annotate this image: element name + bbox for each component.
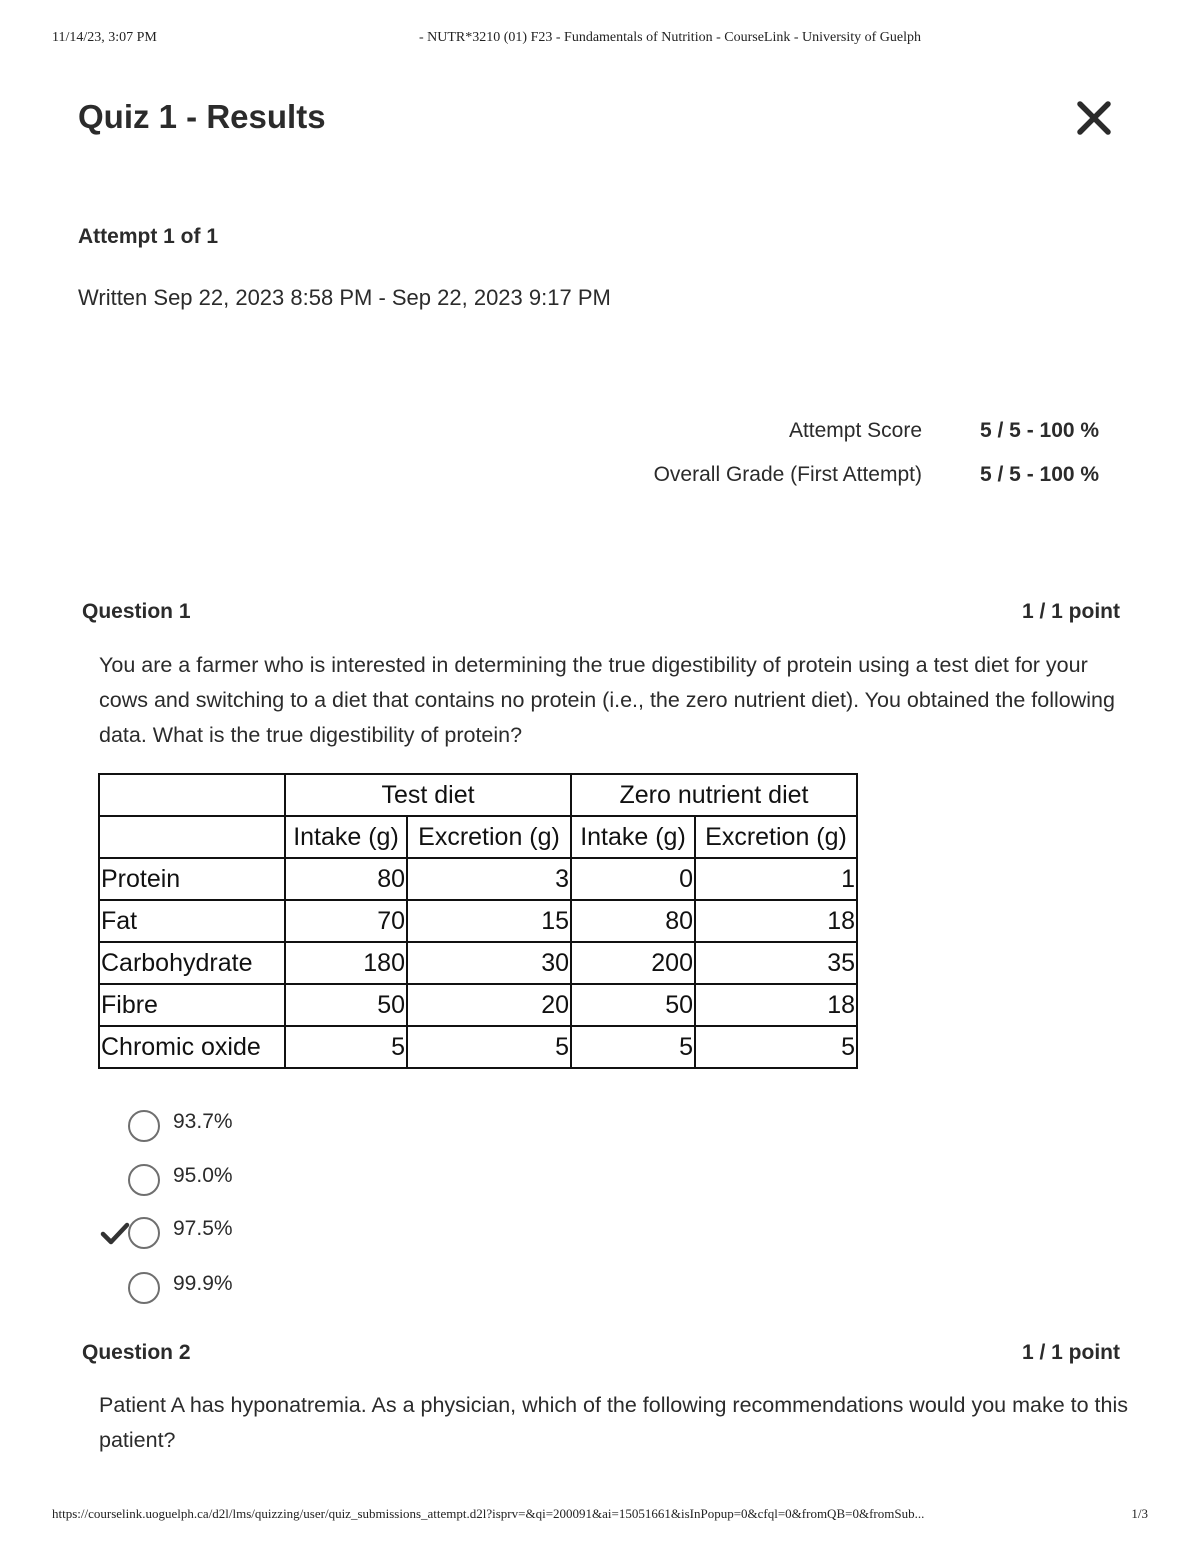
table-cell: 70 [285,900,407,942]
table-subheader-row [99,816,857,858]
table-cell: 50 [571,984,695,1026]
table-cell: 35 [695,942,857,984]
table-cell: 0 [571,858,695,900]
table-column-header: Excretion (g) [695,816,857,858]
table-group-header: Zero nutrient diet [571,774,857,816]
digestibility-data-table [98,773,858,1069]
question-text: You are a farmer who is interested in determining the true digestibility of protein using a test diet for your cows and switching to a diet that contains no protein (i.e., the zero nutrient diet). You obtained the following data. What is the true digestibility of protein? [99,653,1115,747]
print-page-title: - NUTR*3210 (01) F23 - Fundamentals of Nutrition - CourseLink - University of Guelph [419,30,921,45]
option-label: 95.0% [173,1164,233,1187]
table-cell: 20 [407,984,571,1026]
score-label: Overall Grade (First Attempt) [653,463,922,486]
table-cell: 5 [571,1026,695,1068]
table-cell: 15 [407,900,571,942]
table-column-header: Excretion (g) [407,816,571,858]
written-timestamp: Written Sep 22, 2023 8:58 PM - Sep 22, 2023 9:17 PM [78,285,611,310]
option-label: 97.5% [173,1217,233,1240]
radio-button[interactable] [128,1164,160,1196]
page-number: 1/3 [1131,1506,1148,1521]
row-label: Fibre [99,984,285,1026]
close-icon [1074,98,1114,138]
print-url: https://courselink.uoguelph.ca/d2l/lms/quizzing/user/quiz_submissions_attempt.d2l?isprv=&qi=200091&ai=15051661&isInPopup=0&cfql=0&fromQB=0&fromSub... [52,1506,925,1521]
table-row [99,942,857,984]
table-cell: 18 [695,900,857,942]
radio-button[interactable] [128,1217,160,1249]
question-title: Question 2 [82,1341,191,1364]
score-value: 5 / 5 - 100 % [980,419,1100,442]
radio-button[interactable] [128,1110,160,1142]
question-text: Patient A has hyponatremia. As a physician, which of the following recommendations would you make to this patient? [99,1393,1128,1452]
table-cell: 1 [695,858,857,900]
table-cell: 80 [571,900,695,942]
question-points: 1 / 1 point [1021,1341,1120,1364]
table-cell: 5 [285,1026,407,1068]
table-row [99,1026,857,1068]
question-points: 1 / 1 point [1021,600,1120,623]
row-label: Carbohydrate [99,942,285,984]
table-cell: 5 [407,1026,571,1068]
table-cell: 180 [285,942,407,984]
table-row [99,858,857,900]
score-value: 5 / 5 - 100 % [980,463,1100,486]
table-cell [99,774,285,816]
print-header [0,30,1200,50]
print-footer [0,1506,1200,1526]
question-title: Question 1 [82,600,191,623]
table-cell: 18 [695,984,857,1026]
score-label: Attempt Score [788,419,922,442]
row-label: Fat [99,900,285,942]
print-datetime: 11/14/23, 3:07 PM [52,30,157,45]
radio-button[interactable] [128,1272,160,1304]
table-cell [99,816,285,858]
table-header-row [99,774,857,816]
table-cell: 3 [407,858,571,900]
attempt-label: Attempt 1 of 1 [78,225,219,248]
table-cell: 50 [285,984,407,1026]
table-cell: 30 [407,942,571,984]
row-label: Chromic oxide [99,1026,285,1068]
table-column-header: Intake (g) [571,816,695,858]
row-label: Protein [99,858,285,900]
close-button[interactable] [1074,98,1114,138]
table-cell: 80 [285,858,407,900]
page-title: Quiz 1 - Results [78,98,326,135]
option-label: 93.7% [173,1110,233,1133]
table-group-header: Test diet [285,774,571,816]
table-column-header: Intake (g) [285,816,407,858]
table-cell: 200 [571,942,695,984]
table-row [99,984,857,1026]
option-label: 99.9% [173,1272,233,1295]
checkmark-icon [100,1221,130,1247]
table-cell: 5 [695,1026,857,1068]
table-row [99,900,857,942]
